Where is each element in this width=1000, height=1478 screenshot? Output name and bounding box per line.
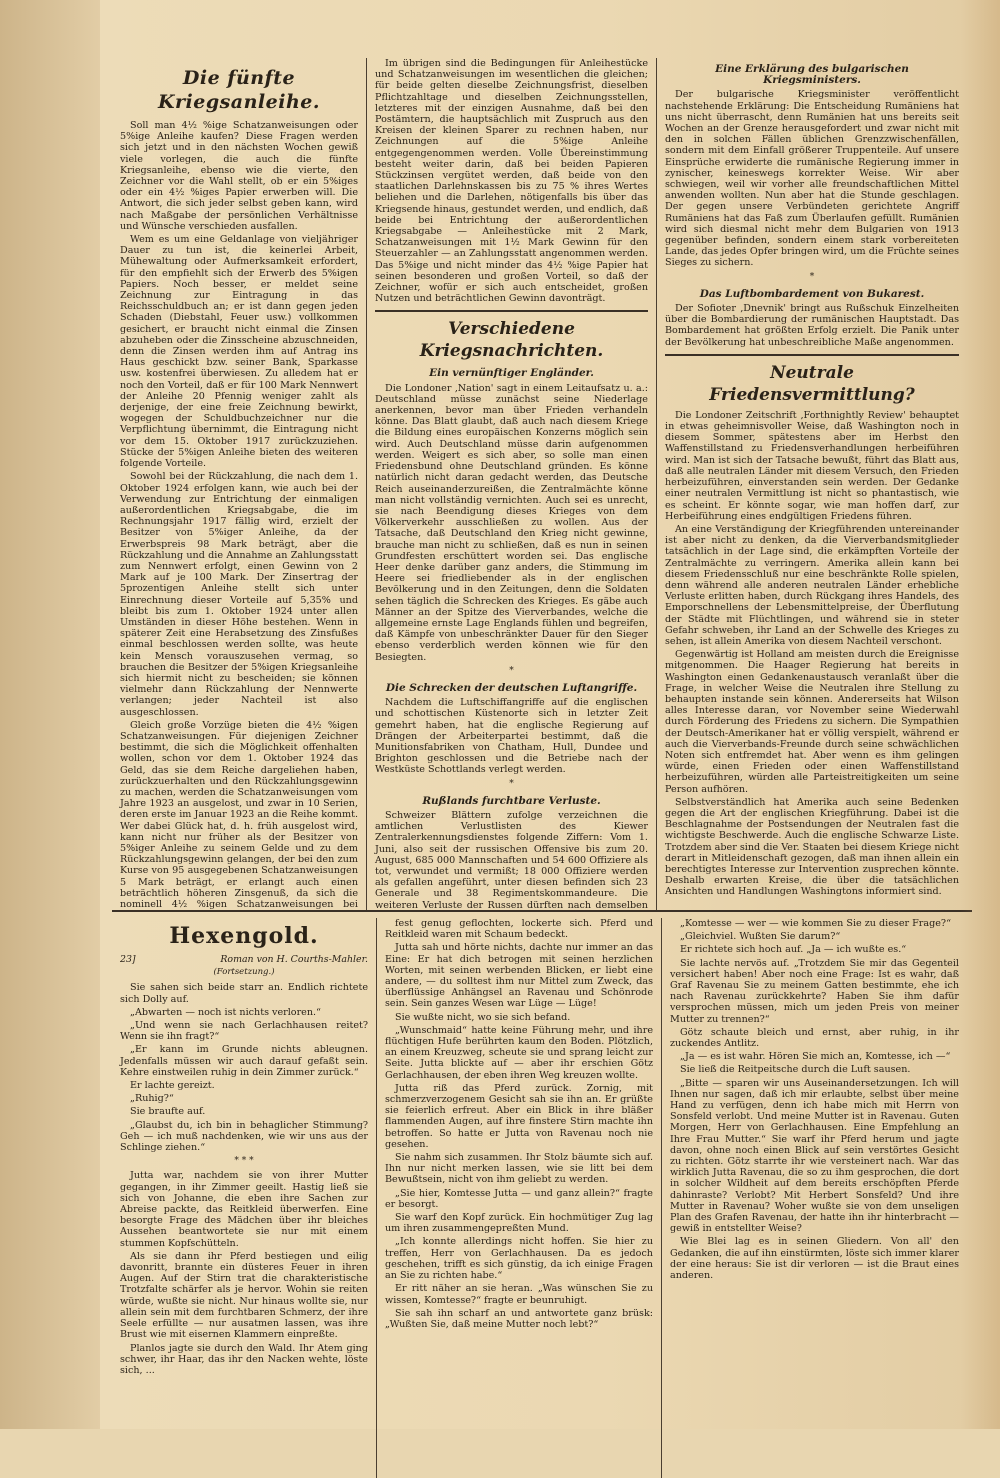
divider: [375, 310, 648, 312]
section-title: Verschiedene Kriegsnachrichten.: [419, 319, 604, 362]
item-text: Schweizer Blättern zufolge verzeichnen die amtlichen Verlustlisten des Kiewer Zentralerkennungsdienstes folgende Ziffern: Vom 1. Juni, also seit der russischen Offensive bis zum 20. August, 685 000 Mannschaften und 54 600 Offiziere als tot, verwundet und vermißt; 18 000 Offiziere werden als gefallen angeführt, unter diesen befinden sich 23 Generale und 38 Regimentskommandeure. Die weiteren Verluste der Russen dürften nach demselben: [375, 809, 648, 910]
paragraph: Gleich große Vorzüge bieten die 4½ %igen Schatzanweisungen. Für diejenigen Zeichner bestimmt, die sich die Möglichkeit offenhalten wollen, schon vor dem 1. Oktober 1924 das Geld, das sie dem Reiche dargeliehen haben, zurückzuerhalten und den Rückzahlungsgewinn zu machen, werden die Schatzanweisungen vom Jahre 1923 an ausgelost, und zwar in 10 Serien, deren erste im Januar 1923 an die Reihe kommt. Wer dabei Glück hat, d. h. früh ausgelost wird, kann nicht nur früher als der Besitzer von 5%iger Anleihe zu seinem Gelde und zu dem Rückzahlungsgewinn gelangen, der bei den zum Kurse von 95 ausgegebenen Schatzanweisungen 5 Mark beträgt, er erlangt auch einen beträchtlich höheren Zinsgenuß, da sich die nominell 4½ %igen Schatzanweisungen bei: [120, 719, 358, 910]
item-text: Der bulgarische Kriegsminister veröffentlicht nachstehende Erklärung: Die Entscheidung Rumäniens hat uns nicht überrascht, denn Rumänien hat uns bereits seit Wochen an der Grenze herausgefordert und zwar nicht mit den in solchen Fällen üblichen Grenzzwischenfällen, sondern mit dem Einfall größerer Truppenteile. Auf unsere Einsprüche erwiderte die rumänische Regierung immer in zynischer, keineswegs korrekter Weise. Wir aber schwiegen, weil wir vorher alle freundschaftlichen Mittel anwenden wollten. Nun aber hat die Stunde geschlagen. Der gegen unsere Verbündeten gerichtete Angriff Rumäniens hat das Faß zum Überlaufen gefüllt. Rumänien wird sich diesmal nicht mehr dem Bulgarien von 1913 gegenüber befinden, sondern einem stark vorbereiteten Lande, das jedes Opfer bringen wird, um die Früchte seines Sieges zu sichern.: [665, 89, 959, 269]
paragraph: „Wunschmaid“ hatte keine Führung mehr, und ihre flüchtigen Hufe berührten kaum den Boden. Plötzlich, an einem Kreuzweg, scheute sie und sprang leicht zur Seite. Jutta blickte auf — aber ihr erschien Götz Gerlachhausen, der eben ihren Weg kreuzen wollte.: [385, 1024, 653, 1081]
paragraph: Sie warf den Kopf zurück. Ein hochmütiger Zug lag um ihren zusammengepreßten Mund.: [385, 1212, 653, 1235]
item-text: Nachdem die Luftschiffangriffe auf die englischen und schottischen Küstenorte sich in letzter Zeit gemehrt haben, hat die englische Regierung auf Drängen der Arbeiterpartei bestimmt, daß die Munitionsfabriken von Chatham, Hull, Dundee und Brighton geschlossen und die Betriebe nach der Westküste Schottlands verlegt werden.: [375, 697, 648, 776]
paragraph: Im übrigen sind die Bedingungen für Anleihestücke und Schatzanweisungen im wesentlichen die gleichen; für beide gelten dieselbe Zeichnungsfrist, dieselben Pflichtzahltage und dieselben Zeichnungsstellen, letzteres mit der einzigen Ausnahme, daß bei den Postämtern, die hauptsächlich mit Zuspruch aus den Kreisen der kleinen Sparer zu rechnen haben, nur Zeichnungen auf die 5%ige Anleihe entgegengenommen werden. Volle Übereinstimmung besteht weiter darin, daß bei beiden Papieren Stückzinsen vergütet werden, daß beide von den staatlichen Darlehnskassen bis zu 75 % ihres Wertes beliehen und die Darlehen, nötigenfalls bis über das Kriegsende hinaus, gestundet werden, und endlich, daß beide bei Entrichtung der außerordentlichen Kriegsabgabe — Anleihestücke mit 2 Mark, Schatzanweisungen mit 1½ Mark Gewinn für den Steuerzahler — an Zahlungsstatt angenommen werden. Das 5%ige und nicht minder das 4½ %ige Papier hat seinen besonderen und großen Vorteil, so daß der Zeichner, wofür er sich auch entscheidet, großen Nutzen und beträchtlichen Gewinn davonträgt.: [375, 58, 648, 305]
item-heading: Rußlands furchtbare Verluste.: [422, 794, 601, 807]
serial-column-1: [112, 918, 377, 1478]
paragraph: „Glaubst du, ich bin in behaglicher Stimmung? Geh — ich muß nachdenken, wie wir uns aus der Schlinge ziehen.“: [120, 1119, 368, 1154]
paper-stain: [960, 0, 1000, 1429]
paragraph: „Abwarten — noch ist nichts verloren.“: [130, 1006, 321, 1018]
serial-section: [112, 912, 972, 1478]
paragraph: Als sie dann ihr Pferd bestiegen und eilig davonritt, brannte ein düsteres Feuer in ihren Augen. Auf der Stirn trat die charakteristische Trotzfalte schärfer als je hervor. Wohin sie reiten würde, wußte sie nicht. Nur hinaus wollte sie, nur allein sein mit dem furchtbaren Schmerz, der ihre Seele erfüllte — nur ausatmen lassen, was ihre Brust wie mit eisernen Klammern einpreßte.: [120, 1250, 368, 1341]
paragraph: An eine Verständigung der Kriegführenden untereinander ist aber nicht zu denken, da die Vierverbandsmitglieder tatsächlich in der Lage sind, die erkämpften Vorteile der Zentralmächte zu verringern. Amerika allein kann bei diesem Friedensschluß nur eine beschränkte Rolle spielen, denn während alle anderen neutralen Länder erhebliche Verluste erlitten haben, durch Rückgang ihres Handels, des Emporschnellens der Lebensmittelpreise, der Überflutung der Städte mit Flüchtlingen, und während sie in steter Gefahr schweben, ihr Land an der Schwelle des Krieges zu sehen, ist allein Amerika von diesem Nachteil verschont.: [665, 523, 959, 647]
page-edge-shadow: [0, 0, 100, 1429]
paragraph: Wie Blei lag es in seinen Gliedern. Von all' den Gedanken, die auf ihn einstürmten, löste sich immer klarer der eine heraus: Sie ist dir verloren — ist die Braut eines anderen.: [670, 1236, 959, 1282]
separator-stars: * * *: [234, 1156, 254, 1167]
serial-column-2: [377, 918, 662, 1478]
column-middle: [367, 58, 657, 910]
paragraph: Sie sah ihn scharf an und antwortete ganz brüsk: „Wußten Sie, daß meine Mutter noch lebt?“: [385, 1307, 653, 1330]
paragraph: Er ritt näher an sie heran. „Was wünschen Sie zu wissen, Komtesse?“ fragte er beunruhigt.: [385, 1283, 653, 1306]
separator-star: *: [509, 778, 514, 789]
item-heading: Das Luftbombardement von Bukarest.: [699, 287, 925, 300]
paragraph: „Er kann im Grunde nichts ableugnen. Jedenfalls müssen wir auch darauf gefaßt sein. Kehre einstweilen ruhig in dein Zimmer zurück.“: [120, 1044, 368, 1078]
paragraph: Sie wußte nicht, wo sie sich befand.: [395, 1011, 571, 1023]
paragraph: Soll man 4½ %ige Schatzanweisungen oder 5%ige Anleihe kaufen? Diese Fragen werden sich jetzt und in den nächsten Wochen gewiß viele vorlegen, die auch die fünfte Kriegsanleihe, ebenso wie die vierte, den Zeichner vor die Wahl stellt, ob er ein 5%iges oder ein 4½ %iges Papier erwerben will. Die Antwort, die sich jeder selbst geben kann, wird nach Maßgabe der persönlichen Verhältnisse und Wünsche verschieden ausfallen.: [120, 120, 358, 232]
paragraph: Er richtete sich hoch auf. „Ja — ich wußte es.“: [680, 944, 907, 956]
separator-star: *: [509, 665, 514, 676]
item-heading: Eine Erklärung des bulgarischen Kriegsministers.: [715, 63, 909, 87]
paragraph: Sie nahm sich zusammen. Ihr Stolz bäumte sich auf. Ihn nur nicht merken lassen, wie sie litt bei dem Bewußtsein, nicht von ihm geliebt zu werden.: [385, 1152, 653, 1186]
paragraph: „Ja — es ist wahr. Hören Sie mich an, Komtesse, ich —“: [680, 1051, 951, 1063]
serial-number: 23]: [120, 954, 136, 965]
serial-continuation: (Fortsetzung.): [213, 967, 275, 978]
column-right: [657, 58, 967, 910]
paragraph: Sie ließ die Reitpeitsche durch die Luft sausen.: [680, 1064, 911, 1076]
paragraph: Götz schaute bleich und ernst, aber ruhig, in ihr zuckendes Antlitz.: [670, 1026, 959, 1050]
paragraph: fest genug geflochten, lockerte sich. Pferd und Reitkleid waren mit Schaum bedeckt.: [385, 918, 653, 941]
paragraph: Er lachte gereizt.: [130, 1080, 215, 1092]
paragraph: „Gleichviel. Wußten Sie darum?“: [680, 931, 841, 943]
item-heading: Ein vernünftiger Engländer.: [429, 367, 594, 380]
paragraph: „Komtesse — wer — wie kommen Sie zu dieser Frage?“: [680, 918, 951, 929]
paragraph: „Und wenn sie nach Gerlachhausen reitet? Wenn sie ihn fragt?“: [120, 1020, 368, 1043]
item-text: Der Sofioter ‚Dnevnik' bringt aus Rußschuk Einzelheiten über die Bombardierung der rumänischen Hauptstadt. Das Bombardement hat größten Erfolg erzielt. Die Panik unter der Bevölkerung hat unbeschreibliche Maße angenommen.: [665, 303, 959, 348]
paragraph: Jutta riß das Pferd zurück. Zornig, mit schmerzverzogenem Gesicht sah sie ihn an. Er grüßte sie feierlich erfreut. Aber ein Blick in ihre bläßer flammenden Augen, auf ihre finstere Stirn machte ihn betroffen. So hatte er Jutta von Ravenau noch nie gesehen.: [385, 1082, 653, 1150]
paragraph: Wem es um eine Geldanlage von vieljähriger Dauer zu tun ist, die keinerlei Arbeit, Mühewaltung oder Aufmerksamkeit erfordert, für den empfiehlt sich der Erwerb des 5%igen Papiers. Noch besser, er meldet seine Zeichnung zur Eintragung in das Reichsschuldbuch an; er ist dann gegen jeden Schaden (Diebstahl, Feuer usw.) vollkommen gesichert, er braucht nicht einmal die Zinsen abzuheben oder die Zinsscheine abzuschneiden, denn die Zinsen werden ihm auf Antrag ins Haus geschickt bzw. seiner Bank, Sparkasse usw. kostenfrei überwiesen. Zu alledem hat er noch den Vorteil, daß er für 100 Mark Nennwert der Anleihe 20 Pfennig weniger zahlt als derjenige, der eine freie Zeichnung bewirkt, wogegen der Schuldbuchzeichner nur die Verpflichtung übernimmt, die Eintragung nicht vor dem 15. Oktober 1917 zurückzuziehen. Stücke der 5%igen Anleihe bieten des weiteren folgende Vorteile.: [120, 234, 358, 470]
paragraph: Sie lachte nervös auf. „Trotzdem Sie mir das Gegenteil versichert haben! Aber noch eine Frage: Ist es wahr, daß Graf Ravenau Sie zu meinem Gatten bestimmte, ehe ich nach Ravenau zurückkehrte? Haben Sie ihm dafür versprochen müssen, mich um jeden Preis von meiner Mutter zu trennen?“: [670, 957, 959, 1025]
serial-title: Hexengold.: [169, 923, 319, 949]
paragraph: „Bitte — sparen wir uns Auseinandersetzungen. Ich will Ihnen nur sagen, daß ich mir erlaubte, selbst über meine Hand zu verfügen, denn ich habe mich mit Herrn von Sonsfeld verlobt. Und meine Mutter ist in Ravenau. Guten Morgen, Herr von Gerlachhausen. Eine Empfehlung an Ihre Frau Mutter.“ Sie warf ihr Pferd herum und jagte davon, ohne noch einen Blick auf sein verstörtes Gesicht zu richten. Götz starrte ihr wie versteinert nach. War das wirklich Jutta Ravenau, die so zu ihm gesprochen, die dort in solcher Wildheit auf dem bereits erschöpften Pferde dahinraste? Verlobt? Mit Herbert Sonsfeld? Und ihre Mutter in Ravenau? Woher wußte sie von dem unseligen Plan des Grafen Ravenau, der hatte ihn ihr hinterbracht — gewiß in entstellter Weise?: [670, 1077, 959, 1235]
paragraph: Gegenwärtig ist Holland am meisten durch die Ereignisse mitgenommen. Die Haager Regierung hat bereits in Washington einen Gedankenaustausch veranlaßt über die Frage, in welcher Weise die Neutralen ihre Stellung zu behaupten instande sein können. Andererseits hat Wilson alles Interesse daran, vor November seine Wiederwahl durch Förderung des Friedens zu sichern. Die Sympathien der Deutsch-Amerikaner hat er völlig verspielt, während er auch die Vierverbands-Freunde durch seine schwächlichen Noten sich entfremdet hat. Aber wenn es ihm gelingen würde, einen Frieden oder einen Waffenstillstand herbeizuführen, würden alle Parteistreitigkeiten um seine Person aufhören.: [665, 649, 959, 795]
paragraph: Jutta war, nachdem sie von ihrer Mutter gegangen, in ihr Zimmer geeilt. Hastig ließ sie sich von Johanne, die eben ihre Sachen zur Abreise packte, das Reitkleid überwerfen. Eine besorgte Frage des Mädchen über ihr bleiches Aussehen beantwortete sie nur mit einem stummen Kopfschütteln.: [120, 1170, 368, 1249]
paragraph: Sie braufte auf.: [130, 1106, 206, 1118]
article-title: Die fünfte Kriegsanleihe.: [158, 67, 320, 113]
column-kriegsanleihe: [112, 58, 367, 910]
paragraph: Selbstverständlich hat Amerika auch seine Bedenken gegen die Art der englischen Kriegführung. Dabei ist die Beschlagnahme der Postsendungen der Neutralen fast die wichtigste Beschwerde. Auch die englische Schwarze Liste. Trotzdem aber sind die Ver. Staaten bei diesem Kriege nicht derart in Mitleidenschaft gezogen, daß man ihnen allein ein berechtigtes Interesse zur Intervention zusprechen könnte. Deshalb erwarten Kreise, die über die tatsächlichen Ansichten und Handlungen Washingtons informiert sind.: [665, 796, 959, 898]
paragraph: „Sie hier, Komtesse Jutta — und ganz allein?“ fragte er besorgt.: [385, 1187, 653, 1210]
paragraph: „Ruhig?“: [130, 1093, 174, 1105]
paragraph: Sie sahen sich beide starr an. Endlich richtete sich Dolly auf.: [120, 982, 368, 1005]
article-title: Neutrale Friedensvermittlung?: [709, 362, 915, 405]
serial-author: Roman von H. Courths-Mahler.: [220, 954, 368, 965]
paragraph: Planlos jagte sie durch den Wald. Ihr Atem ging schwer, ihr Haar, das ihr den Nacken wehte, löste sich, ...: [120, 1342, 368, 1376]
paragraph: Die Londoner Zeitschrift ‚Forthnightly Review' behauptet in etwas geheimnisvoller Weise, daß Washington noch in diesem Sommer, spätestens aber im Herbst den Waffenstillstand zu Friedensverhandlungen herbeiführen wird. Man ist sich der Tatsache bewußt, führt das Blatt aus, daß alle neutralen Länder mit diesem Versuch, den Frieden herbeizuführen, einverstanden sein werden. Der Gedanke einer neutralen Vermittlung ist nicht so phantastisch, wie es scheint. Er könnte sogar, wie man hoffen darf, zur Herbeiführung eines endgültigen Friedens führen.: [665, 409, 959, 522]
serial-byline: [120, 954, 368, 965]
paragraph: Sowohl bei der Rückzahlung, die nach dem 1. Oktober 1924 erfolgen kann, wie auch bei der Verwendung zur Entrichtung der einmaligen außerordentlichen Kriegsabgabe, die im Rechnungsjahr 1917 fällig wird, erzielt der Besitzer von 5%iger Anleihe, da der Erwerbspreis 98 Mark beträgt, aber die Rückzahlung und die Annahme an Zahlungsstatt zum Nennwert erfolgt, einen Gewinn von 2 Mark auf je 100 Mark. Der Zinsertrag der 5prozentigen Anleihe stellt sich unter Einrechnung dieser Vorteile auf 5,35% und bleibt bis zum 1. Oktober 1924 unter allen Umständen in dieser Höhe bestehen. Wenn in späterer Zeit eine Herabsetzung des Zinsfußes einmal beschlossen werden sollte, was heute kein Mensch vorauszusehen vermag, so brauchen die Besitzer der 5%igen Kriegsanleihe sich hiermit nicht zu bescheiden; sie können vielmehr dann Rückzahlung der Nennwerte verlangen; jeder Nachteil ist also ausgeschlossen.: [120, 471, 358, 718]
paragraph: Jutta sah und hörte nichts, dachte nur immer an das Eine: Er hat dich betrogen mit seinen herzlichen Worten, mit seinen werbenden Blicken, er liebt eine andere, — du solltest ihm nur Mittel zum Zweck, das überflüssige Anhängsel an Ravenau und Schönrode sein. Sein ganzes Wesen war Lüge — Lüge!: [385, 942, 653, 1010]
serial-column-3: [662, 918, 967, 1478]
news-section: [112, 58, 972, 912]
item-heading: Die Schrecken der deutschen Luftangriffe.: [385, 681, 638, 694]
divider: [665, 354, 959, 356]
paragraph: „Ich konnte allerdings nicht hoffen. Sie hier zu treffen, Herr von Gerlachhausen. Da es jedoch geschehen, trifft es sich günstig, da ich einige Fragen an Sie zu richten habe.“: [385, 1236, 653, 1282]
item-text: Die Londoner ‚Nation' sagt in einem Leitaufsatz u. a.: Deutschland müsse zunächst seine Niederlage anerkennen, bevor man über Frieden verhandeln könne. Das Blatt glaubt, daß auch nach diesem Kriege die Bildung eines europäischen Konzerns möglich sein wird. Auch Deutschland müsse darin aufgenommen werden. Weigert es sich aber, so solle man einen Friedensbund ohne Deutschland gründen. Es könne natürlich nicht daran gedacht werden, das Deutsche Reich auseinanderzureißen, die Zentralmächte könne man nicht vollständig vernichten. Auch sei es unrecht, sie nach Beendigung dieses Krieges von dem Völkerverkehr ausschließen zu wollen. Aus der Tatsache, daß Deutschland den Krieg nicht gewinne, brauche man nicht zu schließen, daß es nun in seinen Grundfesten erschüttert worden sei. Das englische Heer denke darüber ganz anders, die Stimmung im Heere sei friedliebender als in der englischen Bevölkerung und in den Zeitungen, denn die Soldaten sehen täglich die Schrecken des Krieges. Es gäbe auch Männer an der Spitze des Vierverbandes, welche die allgemeine ernste Lage Englands fühlen und begreifen, daß Kämpfe von unbeschränkter Dauer für den Sieger ebenso verderblich werden können wie für den Besiegten.: [375, 382, 648, 663]
separator-star: *: [809, 271, 815, 282]
